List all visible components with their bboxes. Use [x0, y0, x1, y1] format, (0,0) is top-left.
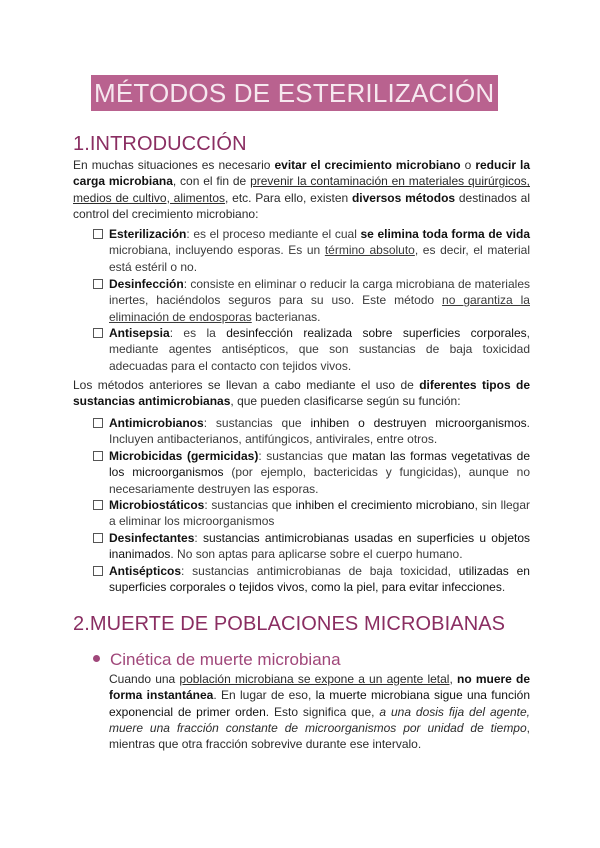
checkbox-icon [93, 500, 103, 510]
list-item-microbicidas: Microbicidas (germicidas): sustancias que matan las formas vegetativas de los microorganismos (por ejemplo, bactericidas y fungicidas), aunque no necesariamente destruyen las esporas. [93, 448, 530, 497]
checkbox-icon [93, 418, 103, 428]
checkbox-icon [93, 566, 103, 576]
list-item-microbiostaticos: Microbiostáticos: sustancias que inhiben el crecimiento microbiano, sin llegar a eliminar los microorganismos [93, 497, 530, 530]
bullet-icon [93, 655, 100, 662]
intro-paragraph: En muchas situaciones es necesario evitar el crecimiento microbiano o reducir la carga microbiana, con el fin de prevenir la contaminación en materiales quirúrgicos, medios de cultivo, alimentos, etc. Para ello, existen diversos métodos destinados al control del crecimiento microbiano: [73, 158, 531, 221]
types-paragraph: Los métodos anteriores se llevan a cabo mediante el uso de diferentes tipos de sustancias antimicrobianas, que pueden clasificarse según su función: [73, 378, 531, 409]
subsection-heading-cinetica: Cinética de muerte microbiana [93, 650, 341, 670]
list-item-desinfeccion: Desinfección: consiste en eliminar o reducir la carga microbiana de materiales inertes, haciéndolos seguros para su uso. Este método no garantiza la eliminación de endosporas bacterianas. [93, 276, 530, 325]
list-item-antisepsia: Antisepsia: es la desinfección realizada sobre superficies corporales, mediante agentes antisépticos, que son sustancias de baja toxicidad adecuadas para el contacto con tejidos vivos. [93, 325, 530, 374]
list-item-antisepticos: Antisépticos: sustancias antimicrobianas de baja toxicidad, utilizadas en superficies corporales o tejidos vivos, como la piel, para evitar infecciones. [93, 563, 530, 596]
checkbox-icon [93, 328, 103, 338]
list-item-esterilizacion: Esterilización: es el proceso mediante el cual se elimina toda forma de vida microbiana, incluyendo esporas. Es un término absoluto, es decir, el material está estéril o no. [93, 226, 530, 275]
list-item-antimicrobianos: Antimicrobianos: sustancias que inhiben o destruyen microorganismos. Incluyen antibacterianos, antifúngicos, antivirales, entre otros. [93, 415, 530, 448]
section-heading-introduccion: 1.INTRODUCCIÓN [73, 133, 247, 155]
list-item-desinfectantes: Desinfectantes: sustancias antimicrobianas usadas en superficies u objetos inanimados. No son aptas para aplicarse sobre el cuerpo humano. [93, 530, 530, 563]
checkbox-icon [93, 279, 103, 289]
checkbox-icon [93, 229, 103, 239]
checkbox-icon [93, 533, 103, 543]
cinetica-paragraph: Cuando una población microbiana se expone a un agente letal, no muere de forma instantánea. En lugar de eso, la muerte microbiana sigue una función exponencial de primer orden. Esto significa que, a una dosis fija del agente, muere una fracción constante de microorganismos por unidad de tiempo, mientras que otra fracción sobrevive durante ese intervalo. [109, 672, 531, 752]
section-heading-muerte: 2.MUERTE DE POBLACIONES MICROBIANAS [73, 613, 506, 635]
title-block [91, 75, 498, 111]
checkbox-icon [93, 451, 103, 461]
page-title: MÉTODOS DE ESTERILIZACIÓN [91, 75, 498, 111]
